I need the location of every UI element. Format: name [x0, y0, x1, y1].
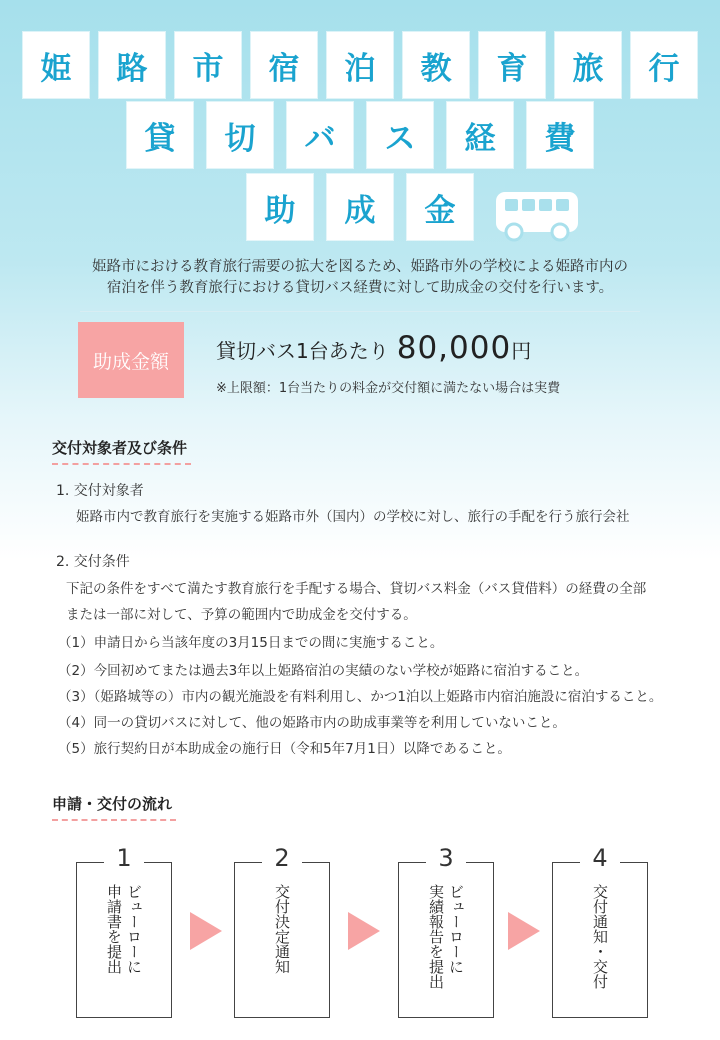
title-char: 金 — [407, 174, 473, 240]
title-char: 成 — [327, 174, 393, 240]
amount-badge: 助成金額 — [78, 322, 184, 398]
item1-title: 1. 交付対象者 — [56, 483, 144, 499]
flow-arrow-icon — [348, 912, 380, 950]
condition-item: （4）同一の貸切バスに対して、他の姫路市内の助成事業等を利用していないこと。 — [58, 715, 566, 731]
amount-line — [216, 330, 531, 366]
section-heading-flow: 申請・交付の流れ — [52, 793, 172, 819]
flow-arrow-icon — [508, 912, 540, 950]
item2-title: 2. 交付条件 — [56, 554, 130, 570]
title-char: 費 — [527, 102, 593, 168]
title-char: 旅 — [555, 32, 621, 98]
title-row-2 — [0, 102, 720, 168]
bus-icon — [494, 190, 580, 242]
flow-step-col: ビューローに — [447, 884, 465, 974]
flow-step-label — [104, 884, 144, 974]
flow-step-label — [272, 884, 292, 974]
item2-body: 下記の条件をすべて満たす教育旅行を手配する場合、貸切バス料金（バス貸借料）の経費の全部 — [66, 581, 647, 597]
flow-step-col: 交付決定通知 — [273, 884, 291, 974]
title-row-3 — [0, 174, 720, 240]
condition-item: （2）今回初めてまたは過去3年以上姫路宿泊の実績のない学校が姫路に宿泊すること。 — [58, 663, 589, 679]
title-char: 路 — [99, 32, 165, 98]
title-char: 貸 — [127, 102, 193, 168]
title-char: 行 — [631, 32, 697, 98]
title-char: 宿 — [251, 32, 317, 98]
flow-arrow-icon — [190, 912, 222, 950]
condition-item: （5）旅行契約日が本助成金の施行日（令和5年7月1日）以降であること。 — [58, 741, 511, 757]
amount-prefix: 貸切バス1台あたり — [216, 339, 389, 363]
intro-text — [30, 257, 690, 299]
title-char: 市 — [175, 32, 241, 98]
intro-line: 宿泊を伴う教育旅行における貸切バス経費に対して助成金の交付を行います。 — [106, 280, 614, 296]
title-char: 泊 — [327, 32, 393, 98]
amount-value: 80,000 — [396, 330, 512, 366]
item1-body: 姫路市内で教育旅行を実施する姫路市外（国内）の学校に対し、旅行の手配を行う旅行会社 — [76, 509, 630, 525]
flow-step-col: 申請書を提出 — [105, 884, 123, 974]
flow-step-label — [426, 884, 466, 989]
flow-step-label — [590, 884, 610, 989]
condition-item: （3）（姫路城等の）市内の観光施設を有料利用し、かつ1泊以上姫路市内宿泊施設に宿泊すること。 — [58, 689, 663, 705]
flow-step-number: 2 — [262, 845, 302, 871]
amount-note: ※上限額：1台当たりの料金が交付額に満たない場合は実費 — [216, 381, 561, 396]
title-char: 姫 — [23, 32, 89, 98]
item2-body: または一部に対して、予算の範囲内で助成金を交付する。 — [66, 607, 417, 623]
title-char: ス — [367, 102, 433, 168]
flow-step-col: ビューローに — [125, 884, 143, 974]
flow-step-number: 4 — [580, 845, 620, 871]
flow-step-number: 3 — [426, 845, 466, 871]
intro-line: 姫路市における教育旅行需要の拡大を図るため、姫路市外の学校による姫路市内の — [92, 259, 628, 275]
title-row-1 — [0, 32, 720, 98]
title-char: バ — [287, 102, 353, 168]
amount-unit: 円 — [511, 339, 532, 363]
title-char: 助 — [247, 174, 313, 240]
flow-step-col: 交付通知・交付 — [591, 884, 609, 989]
title-char: 経 — [447, 102, 513, 168]
section-heading-eligibility: 交付対象者及び条件 — [52, 437, 187, 463]
flow-step-number: 1 — [104, 845, 144, 871]
divider — [80, 311, 640, 312]
flow-step-col: 実績報告を提出 — [427, 884, 445, 989]
title-char: 教 — [403, 32, 469, 98]
condition-item: （1）申請日から当該年度の3月15日までの間に実施すること。 — [58, 635, 444, 651]
title-char: 育 — [479, 32, 545, 98]
title-char: 切 — [207, 102, 273, 168]
